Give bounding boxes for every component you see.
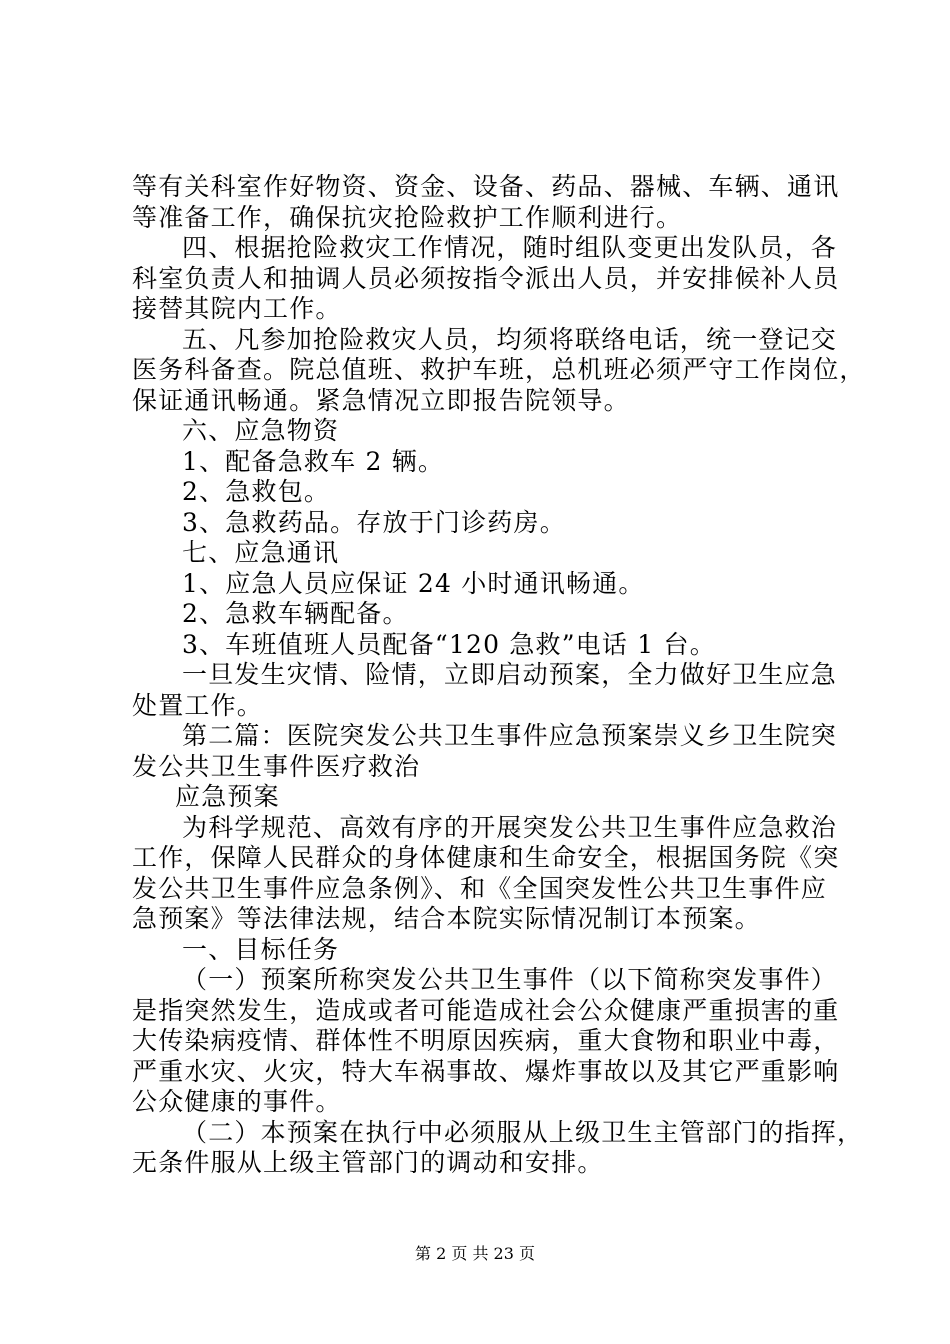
document-body [132,172,866,1179]
text-line: 严重水灾、火灾，特大车祸事故、爆炸事故以及其它严重影响 [132,1056,840,1086]
chapter-title: 发公共卫生事件医疗救治 [132,751,421,781]
text-line: 四、根据抢险救灾工作情况，随时组队变更出发队员，各 [182,233,838,262]
text-line: 公众健康的事件。 [132,1087,342,1116]
text-line: 科室负责人和抽调人员必须按指令派出人员，并安排候补人员 [132,263,840,293]
section-heading: 一、目标任务 [182,934,340,964]
text-line: 五、凡参加抢险救灾人员，均须将联络电话，统一登记交 [182,324,838,354]
list-item: 2、急救包。 [182,477,331,506]
list-item: 1、配备急救车 2 辆。 [182,446,445,476]
text-line: （二）本预案在执行中必须服从上级卫生主管部门的指挥， [182,1117,864,1147]
text-line: 等准备工作，确保抗灾抢险救护工作顺利进行。 [132,202,683,232]
text-line: 医务科备查。院总值班、救护车班，总机班必须严守工作岗位， [132,355,866,384]
text-line: 一旦发生灾情、险情，立即启动预案，全力做好卫生应急 [182,660,838,689]
section-heading: 七、应急通讯 [182,538,340,567]
text-line: 急预案》等法律法规，结合本院实际情况制订本预案。 [132,904,761,933]
text-line: 为科学规范、高效有序的开展突发公共卫生事件应急救治 [182,812,838,842]
text-line: （一）预案所称突发公共卫生事件（以下简称突发事件） [182,965,838,994]
list-item: 1、应急人员应保证 24 小时通讯畅通。 [182,568,645,598]
chapter-title: 第二篇：医院突发公共卫生事件应急预案崇义乡卫生院突 [182,721,838,750]
text-line: 发公共卫生事件应急条例》、和《全国突发性公共卫生事件应 [132,873,827,903]
text-line: 无条件服从上级主管部门的调动和安排。 [132,1148,604,1177]
text-line: 处置工作。 [132,690,264,720]
chapter-title: 应急预案 [175,782,280,811]
list-item: 2、急救车辆配备。 [182,599,409,628]
page-number: 第 2 页 共 23 页 [415,1244,535,1263]
text-line: 是指突然发生，造成或者可能造成社会公众健康严重损害的重 [132,995,840,1025]
text-line: 接替其院内工作。 [132,294,342,323]
text-line: 保证通讯畅通。紧急情况立即报告院领导。 [132,385,630,415]
text-line: 大传染病疫情、群体性不明原因疾病，重大食物和职业中毒， [132,1026,840,1055]
section-heading: 六、应急物资 [182,416,340,445]
list-item: 3、急救药品。存放于门诊药房。 [182,507,566,537]
text-line: 工作，保障人民群众的身体健康和生命安全，根据国务院《突 [132,843,840,872]
list-item: 3、车班值班人员配备“120 急救”电话 1 台。 [182,629,716,659]
text-line: 等有关科室作好物资、资金、设备、药品、器械、车辆、通讯 [132,172,840,201]
